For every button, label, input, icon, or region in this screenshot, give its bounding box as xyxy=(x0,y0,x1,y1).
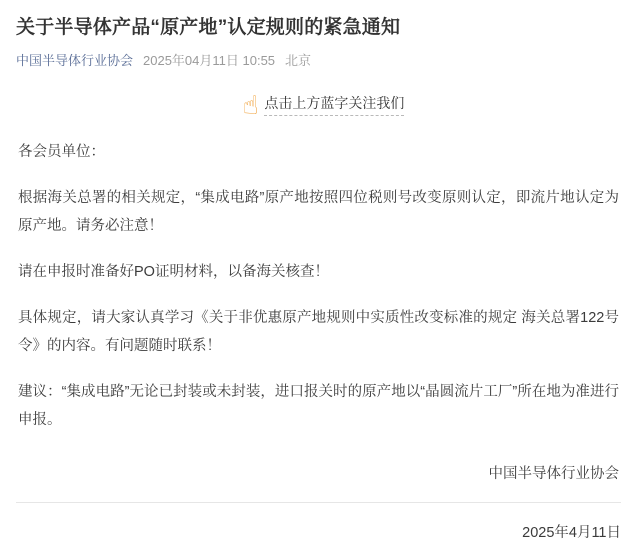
paragraph-suggestion: 建议：“集成电路”无论已封装或未封装，进口报关时的原产地以“晶圆流片工厂”所在地为准进行申报。 xyxy=(18,384,619,428)
follow-prompt[interactable] xyxy=(16,90,621,120)
article-meta xyxy=(16,52,621,70)
paragraph-salutation: 各会员单位： xyxy=(18,144,105,160)
footer-divider xyxy=(16,502,621,503)
meta-date: 2025年04月11日 10:55 xyxy=(143,53,276,68)
follow-prompt-label: 点击上方蓝字关注我们 xyxy=(264,94,404,116)
page-title: 关于半导体产品“原产地”认定规则的紧急通知 xyxy=(16,17,401,38)
meta-location: 北京 xyxy=(285,53,312,68)
article-body xyxy=(16,138,621,488)
paragraph-po-materials: 请在申报时准备好PO证明材料，以备海关核查！ xyxy=(18,264,329,280)
footer-date: 2025年4月11日 xyxy=(522,525,621,541)
meta-source[interactable]: 中国半导体行业协会 xyxy=(16,53,134,68)
paragraph-regulation-reference: 具体规定，请大家认真学习《关于非优惠原产地规则中实质性改变标准的规定 海关总署122号令》的内容。有问题随时联系！ xyxy=(18,310,619,354)
signature: 中国半导体行业协会 xyxy=(488,466,619,482)
hand-pointing-up-icon: ☝ xyxy=(242,90,259,120)
paragraph-origin-rule: 根据海关总署的相关规定，“集成电路”原产地按照四位税则号改变原则认定，即流片地认定为原产地。请务必注意！ xyxy=(18,190,619,234)
